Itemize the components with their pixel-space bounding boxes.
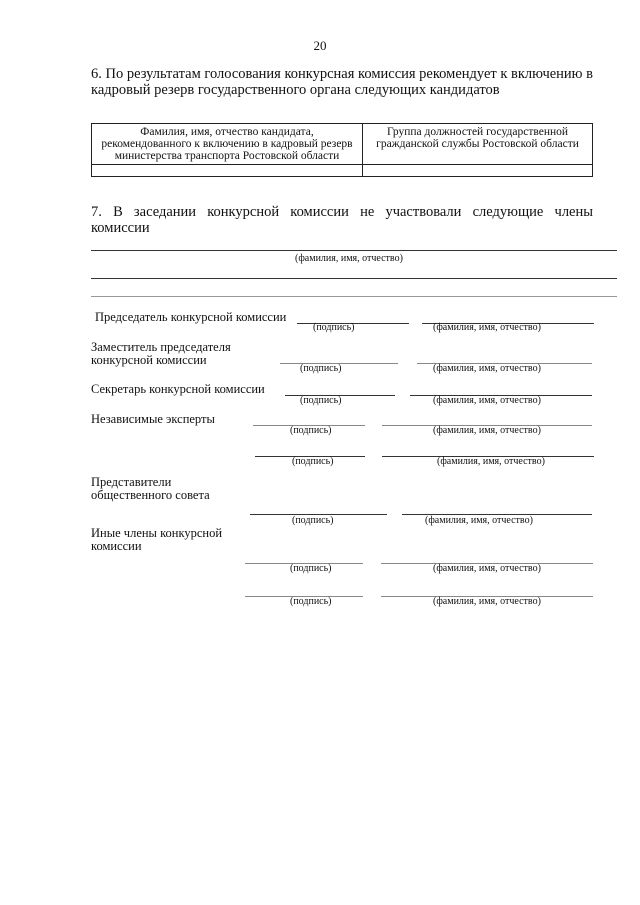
name-caption: (фамилия, имя, отчество) (433, 363, 541, 374)
secretary-label: Секретарь конкурсной комиссии (91, 382, 265, 396)
independent-experts-label: Независимые эксперты (91, 412, 215, 426)
divider (91, 296, 617, 297)
table-cell[interactable] (92, 165, 363, 177)
candidate-name-header: Фамилия, имя, отчество кандидата, рекомендованного к включению в кадровый резерв министерства транспорта Ростовской области (92, 124, 363, 165)
signature-caption: (подпись) (300, 395, 342, 406)
signature-caption: (подпись) (290, 596, 332, 607)
signature-caption: (подпись) (313, 322, 355, 333)
absent-members-line[interactable] (91, 278, 617, 279)
name-caption: (фамилия, имя, отчество) (433, 563, 541, 574)
absent-name-caption: (фамилия, имя, отчество) (295, 253, 403, 264)
public-council-label: Представители общественного совета (91, 475, 210, 502)
name-caption: (фамилия, имя, отчество) (433, 425, 541, 436)
name-caption: (фамилия, имя, отчество) (437, 456, 545, 467)
chairman-label: Председатель конкурсной комиссии (95, 310, 287, 324)
table-row (92, 165, 593, 177)
deputy-chairman-label: Заместитель председателя конкурсной комиссии (91, 340, 231, 367)
signature-caption: (подпись) (290, 563, 332, 574)
name-caption: (фамилия, имя, отчество) (425, 515, 533, 526)
signature-caption: (подпись) (300, 363, 342, 374)
absent-members-line[interactable] (91, 250, 617, 251)
signature-caption: (подпись) (290, 425, 332, 436)
section-7-paragraph: 7. В заседании конкурсной комиссии не участвовали следующие члены комиссии (91, 204, 593, 236)
signature-caption: (подпись) (292, 515, 334, 526)
other-members-label: Иные члены конкурсной комиссии (91, 526, 223, 553)
name-caption: (фамилия, имя, отчество) (433, 395, 541, 406)
position-group-header: Группа должностей государственной гражданской службы Ростовской области (363, 124, 593, 165)
table-header-row (92, 124, 593, 165)
table-cell[interactable] (363, 165, 593, 177)
signature-caption: (подпись) (292, 456, 334, 467)
name-caption: (фамилия, имя, отчество) (433, 596, 541, 607)
section-6-paragraph: 6. По результатам голосования конкурсная комиссия рекомендует к включению в кадровый резерв государственного органа следующих кандидатов (91, 66, 593, 98)
candidates-table (91, 123, 593, 177)
name-caption: (фамилия, имя, отчество) (433, 322, 541, 333)
page-number: 20 (313, 38, 327, 53)
